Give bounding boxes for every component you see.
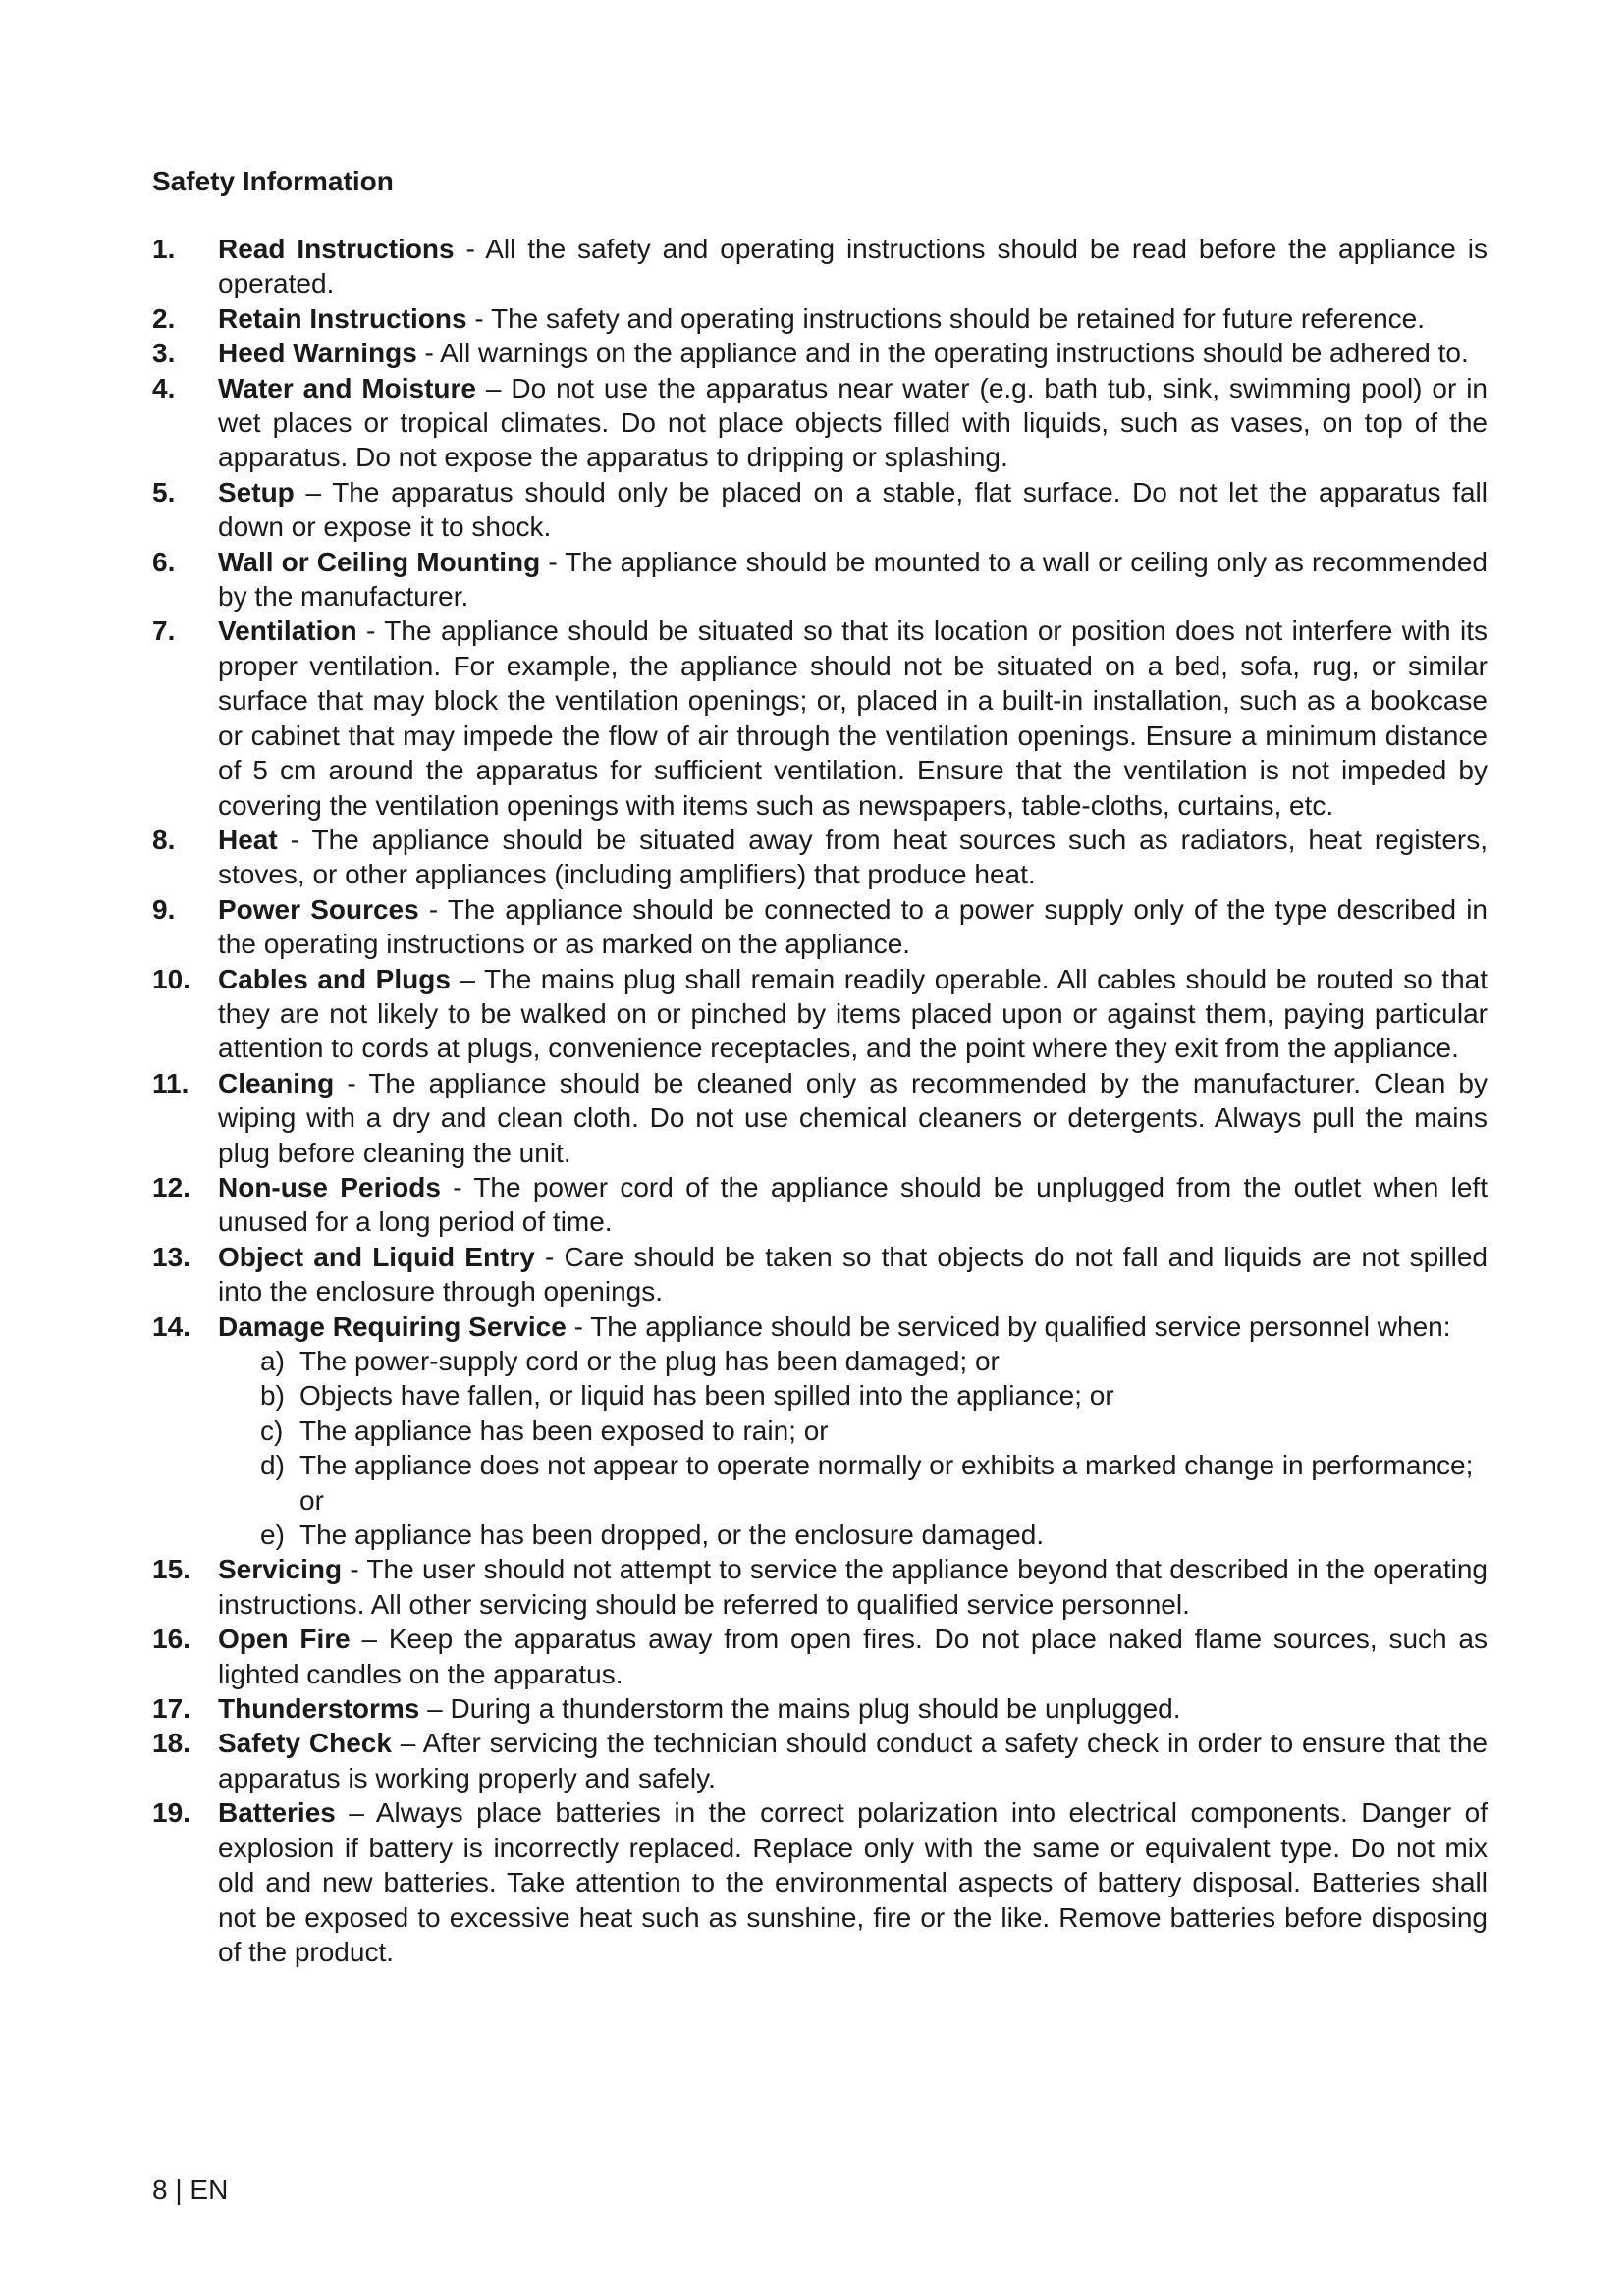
item-heading: Setup xyxy=(218,476,295,507)
item-text: Always place batteries in the correct polarization into electrical components. Danger of explosion if battery is incorrectly replaced. Replace only with the same or equivalent type. Do not mix old and new batteries. Take attention to the environmental aspects of battery disposal. Batteries shall not be exposed to excessive heat such as sunshine, fire or the like. Remove batteries before disposing of the product. xyxy=(218,1797,1488,1967)
item-heading: Heat xyxy=(218,824,278,855)
item-heading: Batteries xyxy=(218,1797,336,1829)
item-number: 18. xyxy=(152,1728,190,1759)
item-separator: - xyxy=(466,302,491,334)
item-text: All the safety and operating instructions should be read before the appliance is operated. xyxy=(218,234,1488,299)
safety-item xyxy=(152,1309,1488,1553)
item-number: 3. xyxy=(152,338,176,369)
item-heading: Wall or Ceiling Mounting xyxy=(218,546,541,577)
item-heading: Water and Moisture xyxy=(218,372,477,403)
item-text: The appliance should be cleaned only as recommended by the manufacturer. Clean by wiping with a dry and clean cloth. Do not use chemical cleaners or detergents. Always pull the mains plug before cleaning the unit. xyxy=(218,1067,1488,1168)
item-separator: – xyxy=(294,476,333,507)
safety-item xyxy=(152,1552,1488,1622)
safety-item xyxy=(152,545,1488,614)
item-text: Care should be taken so that objects do not fall and liquids are not spilled into the enclosure through openings. xyxy=(218,1241,1488,1308)
safety-item xyxy=(152,962,1488,1066)
item-number: 19. xyxy=(152,1797,190,1829)
safety-item xyxy=(152,1170,1488,1240)
item-text: The power cord of the appliance should be unplugged from the outlet when left unused for a long period of time. xyxy=(218,1171,1488,1238)
safety-item xyxy=(152,1726,1488,1795)
item-separator: – xyxy=(450,963,485,994)
item-text: The appliance should be situated away from heat sources such as radiators, heat registers, stoves, or other appliances (including amplifiers) that produce heat. xyxy=(218,824,1488,890)
item-separator: – xyxy=(476,372,512,403)
item-separator: - xyxy=(356,615,385,647)
safety-item xyxy=(152,301,1488,336)
safety-item xyxy=(152,1622,1488,1691)
sub-item xyxy=(260,1448,1488,1518)
sub-item xyxy=(260,1378,1488,1413)
item-text: During a thunderstorm the mains plug should be unplugged. xyxy=(450,1693,1181,1725)
section-title: Safety Information xyxy=(152,166,394,196)
item-heading: Damage Requiring Service xyxy=(218,1310,567,1342)
safety-item xyxy=(152,1066,1488,1170)
sub-item-text: Objects have fallen, or liquid has been spilled into the appliance; or xyxy=(299,1380,1114,1412)
item-heading: Thunderstorms xyxy=(218,1693,420,1725)
sub-item-letter: d) xyxy=(260,1450,285,1481)
item-number: 7. xyxy=(152,615,176,647)
item-text: The appliance should be serviced by qualified service personnel when: xyxy=(590,1310,1451,1342)
item-heading: Safety Check xyxy=(218,1728,392,1759)
item-heading: Heed Warnings xyxy=(218,338,417,369)
item-heading: Servicing xyxy=(218,1554,343,1585)
sub-item-letter: e) xyxy=(260,1520,285,1551)
item-separator: – xyxy=(350,1624,389,1655)
item-text: All warnings on the appliance and in the operating instructions should be adhered to. xyxy=(440,338,1469,369)
item-heading: Read Instructions xyxy=(218,234,455,264)
sub-item-letter: b) xyxy=(260,1380,285,1412)
item-number: 10. xyxy=(152,963,190,994)
item-number: 8. xyxy=(152,824,176,855)
item-separator: - xyxy=(440,1171,474,1202)
item-text: The appliance should be situated so that its location or position does not interfere with its proper ventilation. For example, the appliance should not be situated on a bed, sofa, rug, or similar surface that may block the ventilation openings; or, placed in a built-in installation, such as a bookcase or cabinet that may impede the flow of air through the ventilation openings. Ensure a minimum distance of 5 cm around the apparatus for sufficient ventilation. Ensure that the ventilation is not impeded by covering the ventilation openings with items such as newspapers, table-cloths, curtains, etc. xyxy=(218,615,1488,821)
item-text: The mains plug shall remain readily operable. All cables should be routed so that they are not likely to be walked on or pinched by items placed upon or against them, paying particular attention to cords at plugs, convenience receptacles, and the point where they exit from the appliance. xyxy=(218,963,1488,1064)
item-number: 13. xyxy=(152,1241,190,1272)
item-text: The safety and operating instructions should be retained for future reference. xyxy=(490,302,1425,334)
item-heading: Cables and Plugs xyxy=(218,963,451,994)
item-heading: Non-use Periods xyxy=(218,1171,441,1202)
item-text: The apparatus should only be placed on a stable, flat surface. Do not let the apparatus fall down or expose it to shock. xyxy=(218,476,1488,543)
item-separator: - xyxy=(566,1310,591,1342)
item-number: 15. xyxy=(152,1554,190,1585)
sub-item xyxy=(260,1344,1488,1378)
item-separator: - xyxy=(342,1554,367,1585)
sub-item-letter: a) xyxy=(260,1346,285,1376)
item-number: 11. xyxy=(152,1067,189,1098)
safety-item xyxy=(152,475,1488,545)
item-heading: Object and Liquid Entry xyxy=(218,1241,535,1272)
safety-item xyxy=(152,336,1488,370)
item-text: After servicing the technician should conduct a safety check in order to ensure that the apparatus is working properly and safely. xyxy=(218,1728,1488,1793)
item-number: 1. xyxy=(152,234,176,264)
sub-list xyxy=(218,1344,1488,1552)
item-number: 9. xyxy=(152,893,176,925)
item-number: 16. xyxy=(152,1624,190,1655)
item-number: 4. xyxy=(152,372,176,403)
item-number: 6. xyxy=(152,546,176,577)
item-number: 2. xyxy=(152,302,176,334)
item-separator: - xyxy=(277,824,312,855)
item-heading: Retain Instructions xyxy=(218,302,467,334)
safety-item xyxy=(152,1795,1488,1969)
sub-item-text: The appliance has been exposed to rain; or xyxy=(299,1415,829,1446)
item-number: 17. xyxy=(152,1693,190,1725)
item-heading: Open Fire xyxy=(218,1624,351,1655)
safety-list xyxy=(152,232,1488,1969)
item-text: The appliance should be mounted to a wall or ceiling only as recommended by the manufacturer. xyxy=(218,546,1488,613)
item-text: The appliance should be connected to a power supply only of the type described in the operating instructions or as marked on the appliance. xyxy=(218,893,1488,960)
item-separator: - xyxy=(454,234,486,264)
item-separator: – xyxy=(335,1797,376,1829)
item-separator: - xyxy=(418,893,448,925)
item-heading: Cleaning xyxy=(218,1067,335,1098)
sub-item-text: The power-supply cord or the plug has been damaged; or xyxy=(299,1346,1000,1376)
safety-item xyxy=(152,614,1488,822)
safety-item xyxy=(152,371,1488,475)
item-separator: - xyxy=(534,1241,565,1272)
sub-item xyxy=(260,1414,1488,1448)
safety-item xyxy=(152,823,1488,892)
item-separator: – xyxy=(419,1693,451,1725)
item-number: 5. xyxy=(152,476,176,507)
safety-item xyxy=(152,1691,1488,1726)
sub-item-letter: c) xyxy=(260,1415,284,1446)
safety-item xyxy=(152,232,1488,301)
item-separator: - xyxy=(334,1067,369,1098)
item-heading: Power Sources xyxy=(218,893,419,925)
page-footer: 8 | EN xyxy=(152,2174,229,2205)
safety-item xyxy=(152,1240,1488,1309)
sub-item-text: The appliance does not appear to operate normally or exhibits a marked change in performance; or xyxy=(299,1450,1474,1516)
item-separator: - xyxy=(540,546,566,577)
sub-item-text: The appliance has been dropped, or the enclosure damaged. xyxy=(299,1520,1045,1551)
item-text: Do not use the apparatus near water (e.g. bath tub, sink, swimming pool) or in wet places or tropical climates. Do not place objects filled with liquids, such as vases, on top of the apparatus. Do not expose the apparatus to dripping or splashing. xyxy=(218,372,1488,473)
item-heading: Ventilation xyxy=(218,615,357,647)
item-number: 14. xyxy=(152,1310,190,1342)
sub-item xyxy=(260,1518,1488,1552)
item-separator: – xyxy=(391,1728,423,1759)
safety-item xyxy=(152,892,1488,962)
item-separator: - xyxy=(416,338,441,369)
item-number: 12. xyxy=(152,1171,190,1202)
item-text: Keep the apparatus away from open fires. Do not place naked flame sources, such as lighted candles on the apparatus. xyxy=(218,1624,1488,1689)
item-text: The user should not attempt to service the appliance beyond that described in the operating instructions. All other servicing should be referred to qualified service personnel. xyxy=(218,1554,1488,1620)
